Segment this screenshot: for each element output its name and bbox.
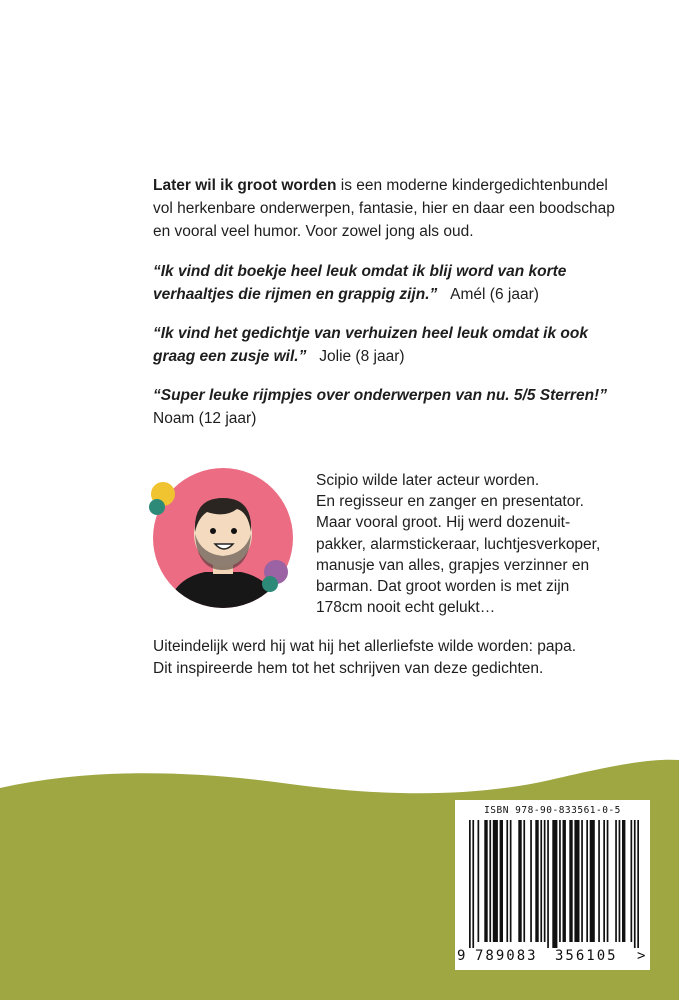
bio-line-1: Scipio wilde later acteur worden.	[316, 472, 540, 489]
review-quote-2	[153, 322, 653, 368]
bio-closing-line-2: Dit inspireerde hem tot het schrijven van deze gedichten.	[153, 659, 544, 677]
bio-line-3: Maar vooral groot. Hij werd dozenuit-	[316, 514, 571, 532]
barcode-bar	[607, 820, 609, 942]
isbn-label: ISBN 978-90-833561-0-5	[484, 805, 621, 816]
bio-line-5: manusje van alles, grapjes verzinner en	[316, 556, 590, 574]
barcode-bar	[590, 820, 595, 942]
barcode-bar	[637, 820, 639, 948]
bio-line-6: barman. Dat groot worden is met zijn	[316, 578, 570, 596]
barcode-panel	[455, 800, 650, 970]
bio-line-4: pakker, alarmstickeraar, luchtjesverkoper,	[316, 535, 601, 553]
quote-3-line-1: “Super leuke rijmpjes over onderwerpen van nu. 5/5 Sterren!”	[153, 387, 607, 404]
barcode-bar	[619, 820, 621, 942]
bio-closing-line-1: Uiteindelijk werd hij wat hij het allerliefste wilde worden: papa.	[153, 638, 577, 655]
bio-line-7: 178cm nooit echt gelukt…	[316, 599, 496, 617]
barcode-bar	[563, 820, 566, 942]
author-portrait	[145, 462, 295, 612]
barcode-bar	[469, 820, 471, 948]
barcode-bar	[535, 820, 538, 942]
barcode-bar	[484, 820, 487, 942]
author-bio-closing	[153, 636, 653, 679]
quote-2-author: Jolie (8 jaar)	[319, 348, 405, 365]
barcode-bar	[518, 820, 521, 942]
barcode-bar	[559, 820, 561, 942]
intro-line-3: en vooral veel humor. Voor zowel jong als oud.	[153, 223, 474, 240]
barcode-bar	[523, 820, 525, 942]
barcode-bars	[463, 820, 643, 948]
ean-end-mark: >	[637, 948, 646, 964]
quote-2-line-2: graag een zusje wil.”	[153, 348, 307, 365]
review-quote-3	[153, 384, 653, 430]
barcode-bar	[544, 820, 546, 942]
barcode-bar	[615, 820, 617, 942]
author-bio	[316, 470, 616, 618]
barcode-bar	[603, 820, 605, 942]
barcode-bar	[631, 820, 633, 942]
barcode-bar	[500, 820, 503, 942]
intro-line-2: vol herkenbare onderwerpen, fantasie, hier en daar een boodschap	[153, 200, 615, 217]
barcode-bar	[506, 820, 508, 942]
barcode-bar	[569, 820, 572, 942]
barcode-bar	[586, 820, 588, 942]
quote-3-author: Noam (12 jaar)	[153, 410, 257, 427]
ean-first-digit: 9	[457, 948, 466, 964]
intro-paragraph	[153, 174, 653, 243]
review-quote-1	[153, 260, 653, 306]
book-title: Later wil ik groot worden	[153, 177, 337, 194]
quote-1-line-2: verhaaltjes die rijmen en grappig zijn.”	[153, 286, 438, 303]
ean-right-group: 356105	[555, 948, 618, 964]
quote-2-line-1: “Ik vind het gedichtje van verhuizen heel leuk omdat ik ook	[153, 325, 588, 342]
intro-line-1: is een moderne kindergedichtenbundel	[336, 177, 608, 194]
barcode-bar	[581, 820, 583, 942]
barcode-bar	[530, 820, 532, 942]
barcode-bar	[598, 820, 600, 942]
barcode-bar	[634, 820, 636, 948]
barcode-bar	[574, 820, 579, 942]
quote-1-author: Amél (6 jaar)	[450, 286, 539, 303]
barcode-bar	[622, 820, 625, 942]
barcode-bar	[493, 820, 498, 942]
barcode-bar	[489, 820, 491, 942]
barcode-bar	[552, 820, 557, 948]
ean-left-group: 789083	[475, 948, 538, 964]
barcode-bar	[510, 820, 512, 942]
barcode-bar	[540, 820, 542, 942]
barcode-bar	[472, 820, 474, 948]
quote-1-line-1: “Ik vind dit boekje heel leuk omdat ik blij word van korte	[153, 263, 567, 280]
barcode-bar	[547, 820, 549, 948]
barcode-bar	[478, 820, 480, 942]
bio-line-2: En regisseur en zanger en presentator.	[316, 493, 584, 511]
